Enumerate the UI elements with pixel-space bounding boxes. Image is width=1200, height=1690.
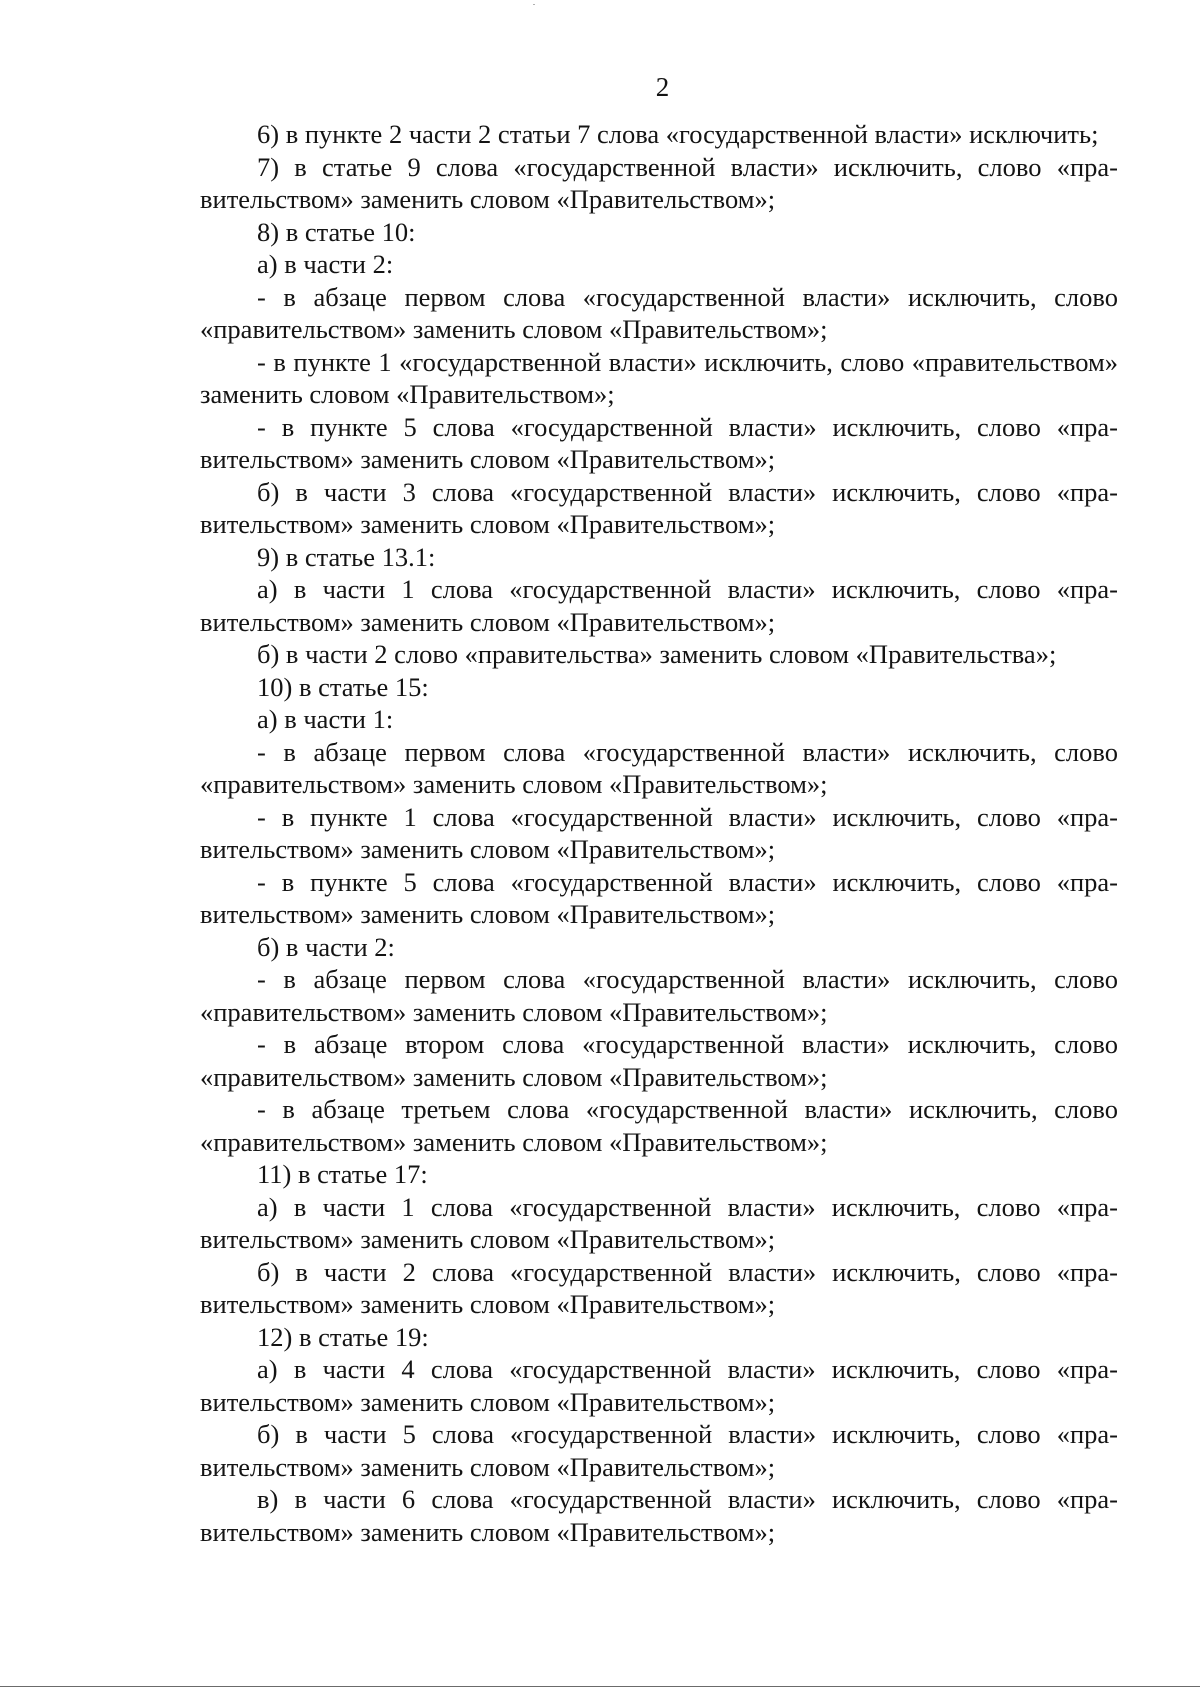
paragraph-item-8: 8) в статье 10: bbox=[257, 216, 416, 247]
paragraph-subitem: а) в части 4 слова «государственной власти» исключить, слово «правительством» заменить словом «Правительством»; bbox=[200, 1354, 1118, 1417]
paragraph-item-9: 9) в статье 13.1: bbox=[257, 541, 436, 572]
paragraph-dash-item: - в пункте 1 слова «государственной власти» исключить, слово «правительством» заменить словом «Правительством»; bbox=[200, 801, 1118, 864]
paragraph-subitem: б) в части 3 слова «государственной власти» исключить, слово «правительством» заменить словом «Правительством»; bbox=[200, 476, 1118, 539]
paragraph-item-10: 10) в статье 15: bbox=[257, 671, 429, 702]
paragraph-dash-item: - в пункте 5 слова «государственной власти» исключить, слово «правительством» заменить словом «Правительством»; bbox=[200, 866, 1118, 929]
document-body bbox=[200, 118, 1118, 1548]
paragraph-subitem: б) в части 5 слова «государственной власти» исключить, слово «правительством» заменить словом «Правительством»; bbox=[200, 1419, 1118, 1482]
page-number: 2 bbox=[655, 72, 670, 102]
paragraph-subitem: а) в части 1 слова «государственной власти» исключить, слово «правительством» заменить словом «Правительством»; bbox=[200, 1191, 1118, 1254]
paragraph-dash-item: - в абзаце первом слова «государственной власти» исключить, слово «правительством» заменить словом «Правительством»; bbox=[200, 281, 1118, 344]
paragraph-subitem: б) в части 2: bbox=[257, 931, 395, 962]
paragraph-item-12: 12) в статье 19: bbox=[257, 1321, 429, 1352]
paragraph-subitem: а) в части 1: bbox=[257, 704, 394, 734]
scan-speck bbox=[533, 4, 535, 5]
paragraph-subitem: а) в части 1 слова «государственной власти» исключить, слово «правительством» заменить словом «Правительством»; bbox=[200, 574, 1118, 637]
paragraph-subitem: б) в части 2 слово «правительства» заменить словом «Правительства»; bbox=[257, 639, 1057, 669]
paragraph-subitem: а) в части 2: bbox=[257, 249, 394, 279]
paragraph-item-11: 11) в статье 17: bbox=[257, 1159, 428, 1189]
paragraph-dash-item: - в абзаце первом слова «государственной власти» исключить, слово «правительством» заменить словом «Правительством»; bbox=[200, 736, 1118, 799]
paragraph-dash-item: - в абзаце первом слова «государственной власти» исключить, слово «правительством» заменить словом «Правительством»; bbox=[200, 964, 1118, 1027]
paragraph-subitem: б) в части 2 слова «государственной власти» исключить, слово «правительством» заменить словом «Правительством»; bbox=[200, 1256, 1118, 1319]
paragraph-dash-item: - в пункте 1 «государственной власти» исключить, слово «правительством» заменить словом «Правительством»; bbox=[200, 346, 1118, 409]
paragraph-item-7: 7) в статье 9 слова «государственной власти» исключить, слово «правительством» заменить словом «Правительством»; bbox=[200, 151, 1118, 214]
paragraph-subitem: в) в части 6 слова «государственной власти» исключить, слово «правительством» заменить словом «Правительством»; bbox=[200, 1484, 1118, 1547]
page-bottom-edge bbox=[0, 1686, 1200, 1687]
paragraph-dash-item: - в пункте 5 слова «государственной власти» исключить, слово «правительством» заменить словом «Правительством»; bbox=[200, 411, 1118, 474]
paragraph-dash-item: - в абзаце третьем слова «государственной власти» исключить, слово «правительством» заменить словом «Правительством»; bbox=[200, 1094, 1118, 1157]
paragraph-dash-item: - в абзаце втором слова «государственной власти» исключить, слово «правительством» заменить словом «Правительством»; bbox=[200, 1029, 1118, 1092]
paragraph-item-6: 6) в пункте 2 части 2 статьи 7 слова «государственной власти» исключить; bbox=[257, 119, 1099, 149]
